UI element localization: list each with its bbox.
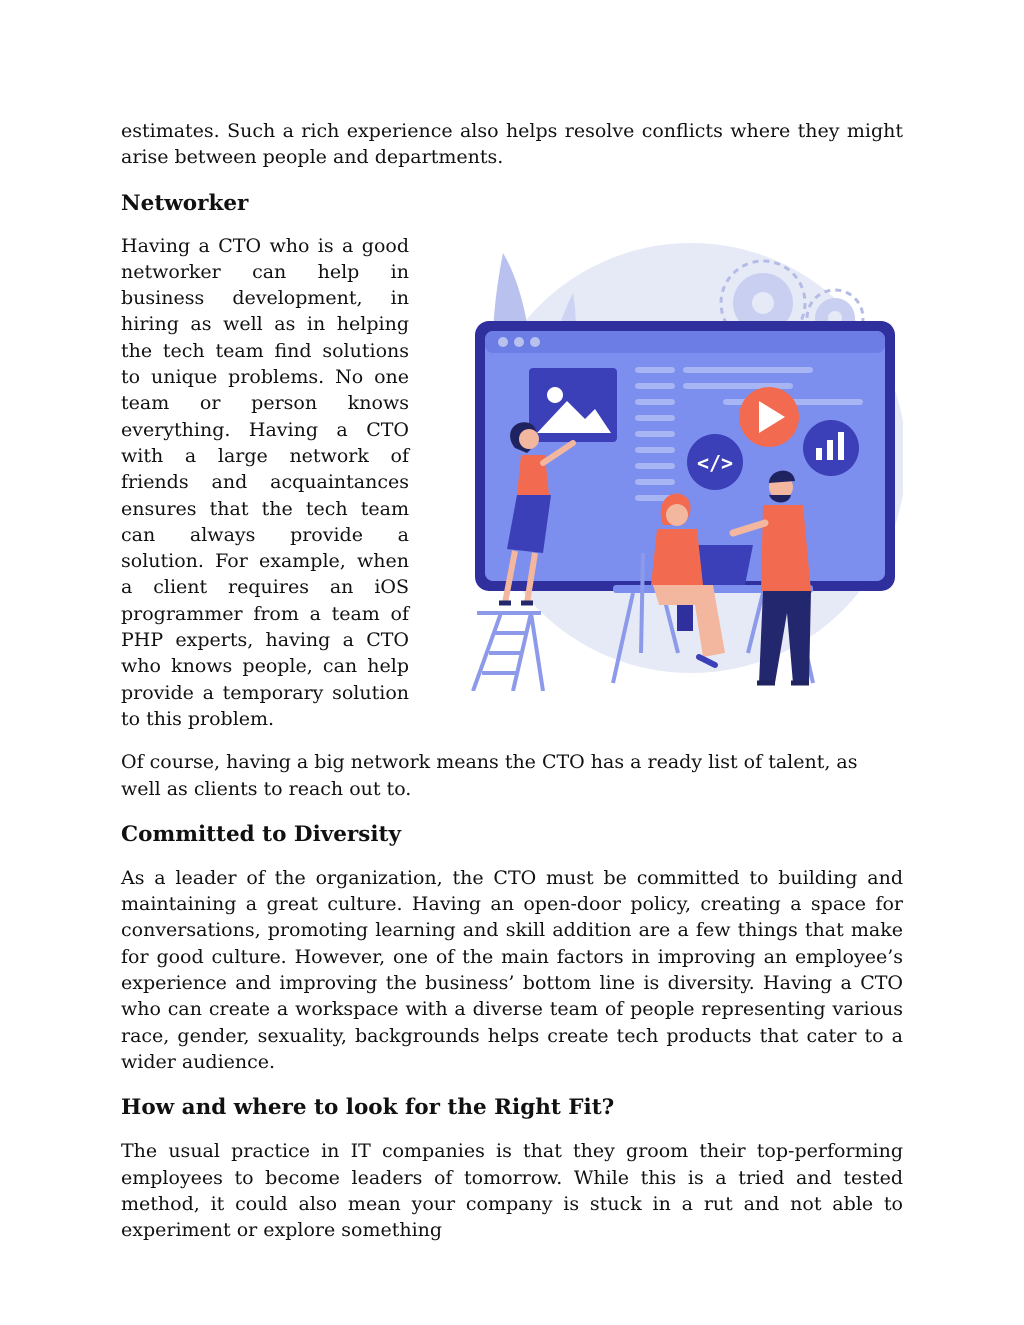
diversity-paragraph: As a leader of the organization, the CTO must be committed to building and maintaining a great culture. Having an open-door policy, creating a space for conversations, promoting learning and skill addition are a few things that make for good culture. However, one of the main factors in improving an employee’s experience and improving the business’ bottom line is diversity. Having a CTO who can create a workspace with a diverse team of people representing various race, gender, sexuality, backgrounds helps create tech products that cater to a wider audience. — [121, 866, 903, 1073]
team-illustration — [463, 233, 903, 691]
diversity-heading: Committed to Diversity — [121, 821, 401, 847]
right-fit-heading: How and where to look for the Right Fit? — [121, 1095, 615, 1121]
networker-paragraph-1: Having a CTO who is a good networker can help in business development, in hiring as well as in helping the tech team find solutions to unique problems. No one team or person knows everything. Having a CTO with a large network of friends and acquaintances ensures that the tech team can always provide a solution. For example, when a client requires an iOS programmer from a team of PHP experts, having a CTO who knows people, can help provide a temporary solution to this problem. — [121, 234, 409, 730]
intro-paragraph: estimates. Such a rich experience also helps resolve conflicts where they might arise between people and departments. — [121, 120, 903, 169]
document-page — [121, 118, 903, 1243]
right-fit-paragraph: The usual practice in IT companies is that they groom their top-performing employees to become leaders of tomorrow. While this is a tried and tested method, it could also mean your company is stuck in a rut and not able to experiment or explore something — [121, 1140, 903, 1242]
ladder-shape — [473, 613, 543, 691]
networker-heading: Networker — [121, 190, 249, 216]
networker-paragraph-2: Of course, having a big network means the CTO has a ready list of talent, as well as clients to reach out to. — [121, 751, 858, 800]
svg-text:</>: </> — [696, 450, 734, 475]
